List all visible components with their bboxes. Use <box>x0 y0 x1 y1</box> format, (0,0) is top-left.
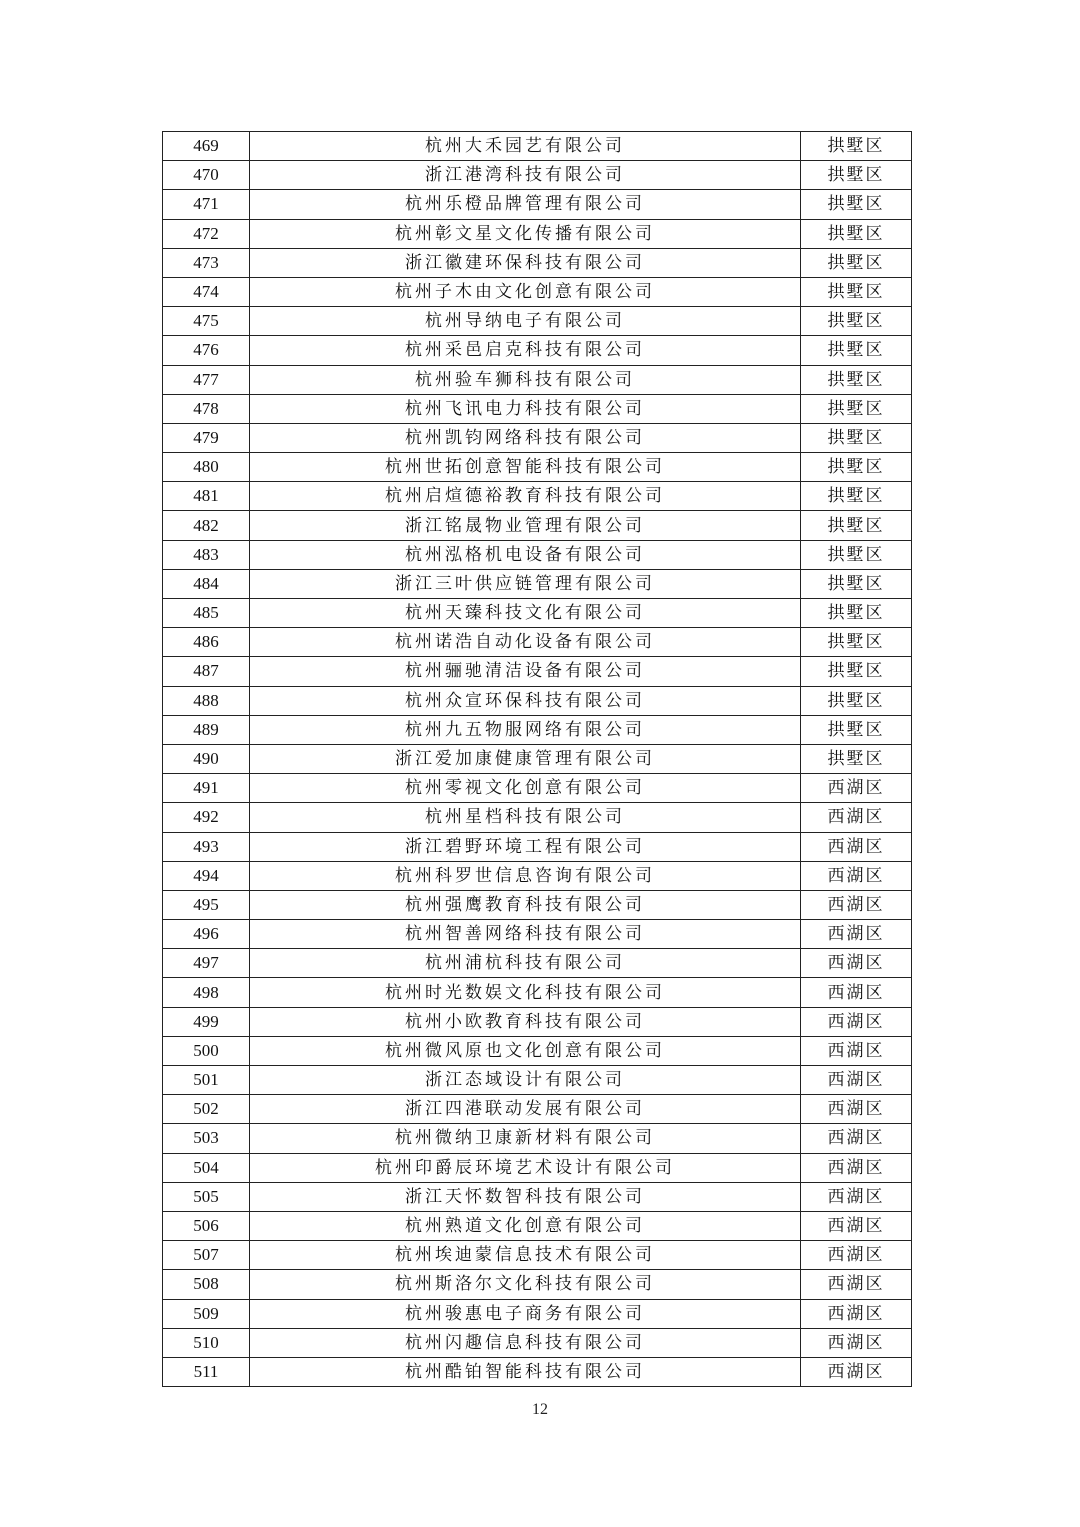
district-cell: 拱墅区 <box>801 540 912 569</box>
company-name-cell: 杭州九五物服网络有限公司 <box>250 715 801 744</box>
company-name-cell: 浙江态域设计有限公司 <box>250 1066 801 1095</box>
row-number-cell: 506 <box>163 1211 250 1240</box>
row-number-cell: 507 <box>163 1241 250 1270</box>
district-cell: 拱墅区 <box>801 365 912 394</box>
district-cell: 拱墅区 <box>801 628 912 657</box>
row-number-cell: 504 <box>163 1153 250 1182</box>
table-row <box>163 1007 912 1036</box>
district-cell: 拱墅区 <box>801 248 912 277</box>
district-cell: 拱墅区 <box>801 482 912 511</box>
district-cell: 拱墅区 <box>801 511 912 540</box>
district-cell: 拱墅区 <box>801 161 912 190</box>
row-number-cell: 479 <box>163 423 250 452</box>
table-row <box>163 1357 912 1386</box>
company-name-cell: 杭州泓格机电设备有限公司 <box>250 540 801 569</box>
table-row <box>163 219 912 248</box>
company-name-cell: 杭州斯洛尔文化科技有限公司 <box>250 1270 801 1299</box>
company-name-cell: 杭州零视文化创意有限公司 <box>250 774 801 803</box>
district-cell: 西湖区 <box>801 1124 912 1153</box>
company-name-cell: 杭州印爵辰环境艺术设计有限公司 <box>250 1153 801 1182</box>
district-cell: 西湖区 <box>801 1299 912 1328</box>
company-name-cell: 杭州浦杭科技有限公司 <box>250 949 801 978</box>
company-name-cell: 浙江三叶供应链管理有限公司 <box>250 569 801 598</box>
row-number-cell: 471 <box>163 190 250 219</box>
company-name-cell: 浙江四港联动发展有限公司 <box>250 1095 801 1124</box>
district-cell: 西湖区 <box>801 803 912 832</box>
table-row <box>163 803 912 832</box>
table-row <box>163 599 912 628</box>
district-cell: 西湖区 <box>801 978 912 1007</box>
company-name-cell: 杭州熟道文化创意有限公司 <box>250 1211 801 1240</box>
company-name-cell: 杭州验车狮科技有限公司 <box>250 365 801 394</box>
row-number-cell: 470 <box>163 161 250 190</box>
district-cell: 西湖区 <box>801 1270 912 1299</box>
row-number-cell: 478 <box>163 394 250 423</box>
company-name-cell: 杭州微纳卫康新材料有限公司 <box>250 1124 801 1153</box>
district-cell: 拱墅区 <box>801 307 912 336</box>
table-row <box>163 1124 912 1153</box>
table-row <box>163 949 912 978</box>
row-number-cell: 475 <box>163 307 250 336</box>
row-number-cell: 474 <box>163 277 250 306</box>
district-cell: 西湖区 <box>801 1241 912 1270</box>
table-row <box>163 482 912 511</box>
district-cell: 拱墅区 <box>801 132 912 161</box>
row-number-cell: 510 <box>163 1328 250 1357</box>
row-number-cell: 508 <box>163 1270 250 1299</box>
row-number-cell: 484 <box>163 569 250 598</box>
row-number-cell: 485 <box>163 599 250 628</box>
company-name-cell: 杭州星档科技有限公司 <box>250 803 801 832</box>
district-cell: 西湖区 <box>801 1036 912 1065</box>
table-row <box>163 1182 912 1211</box>
company-name-cell: 杭州启煊德裕教育科技有限公司 <box>250 482 801 511</box>
company-name-cell: 杭州乐橙品牌管理有限公司 <box>250 190 801 219</box>
district-cell: 西湖区 <box>801 1066 912 1095</box>
district-cell: 西湖区 <box>801 1153 912 1182</box>
table-row <box>163 336 912 365</box>
company-name-cell: 杭州骏惠电子商务有限公司 <box>250 1299 801 1328</box>
company-name-cell: 杭州采邑启克科技有限公司 <box>250 336 801 365</box>
table-row <box>163 657 912 686</box>
district-cell: 拱墅区 <box>801 277 912 306</box>
table-row <box>163 1095 912 1124</box>
row-number-cell: 505 <box>163 1182 250 1211</box>
row-number-cell: 486 <box>163 628 250 657</box>
district-cell: 拱墅区 <box>801 190 912 219</box>
company-name-cell: 杭州飞讯电力科技有限公司 <box>250 394 801 423</box>
table-row <box>163 1211 912 1240</box>
company-name-cell: 浙江徽建环保科技有限公司 <box>250 248 801 277</box>
district-cell: 西湖区 <box>801 774 912 803</box>
company-name-cell: 浙江港湾科技有限公司 <box>250 161 801 190</box>
district-cell: 拱墅区 <box>801 599 912 628</box>
row-number-cell: 511 <box>163 1357 250 1386</box>
row-number-cell: 489 <box>163 715 250 744</box>
district-cell: 拱墅区 <box>801 423 912 452</box>
table-row <box>163 832 912 861</box>
company-name-cell: 杭州埃迪蒙信息技术有限公司 <box>250 1241 801 1270</box>
table-row <box>163 307 912 336</box>
row-number-cell: 496 <box>163 920 250 949</box>
table-row <box>163 248 912 277</box>
table-row <box>163 715 912 744</box>
row-number-cell: 501 <box>163 1066 250 1095</box>
table-row <box>163 1153 912 1182</box>
table-row <box>163 132 912 161</box>
table-row <box>163 861 912 890</box>
company-name-cell: 杭州导纳电子有限公司 <box>250 307 801 336</box>
page-number: 12 <box>532 1401 548 1418</box>
district-cell: 西湖区 <box>801 949 912 978</box>
company-name-cell: 杭州微风原也文化创意有限公司 <box>250 1036 801 1065</box>
company-name-cell: 浙江爱加康健康管理有限公司 <box>250 744 801 773</box>
district-cell: 拱墅区 <box>801 715 912 744</box>
company-name-cell: 浙江铭晟物业管理有限公司 <box>250 511 801 540</box>
company-name-cell: 浙江天怀数智科技有限公司 <box>250 1182 801 1211</box>
row-number-cell: 493 <box>163 832 250 861</box>
table-body <box>163 132 912 1387</box>
company-name-cell: 杭州时光数娱文化科技有限公司 <box>250 978 801 1007</box>
company-name-cell: 杭州大禾园艺有限公司 <box>250 132 801 161</box>
district-cell: 西湖区 <box>801 890 912 919</box>
table-row <box>163 890 912 919</box>
table-row <box>163 1270 912 1299</box>
row-number-cell: 500 <box>163 1036 250 1065</box>
table-row <box>163 686 912 715</box>
row-number-cell: 480 <box>163 453 250 482</box>
district-cell: 拱墅区 <box>801 569 912 598</box>
district-cell: 西湖区 <box>801 861 912 890</box>
company-name-cell: 杭州子木由文化创意有限公司 <box>250 277 801 306</box>
row-number-cell: 473 <box>163 248 250 277</box>
district-cell: 拱墅区 <box>801 453 912 482</box>
district-cell: 西湖区 <box>801 920 912 949</box>
table-row <box>163 744 912 773</box>
district-cell: 西湖区 <box>801 832 912 861</box>
row-number-cell: 509 <box>163 1299 250 1328</box>
table-row <box>163 1066 912 1095</box>
row-number-cell: 487 <box>163 657 250 686</box>
row-number-cell: 481 <box>163 482 250 511</box>
district-cell: 拱墅区 <box>801 744 912 773</box>
row-number-cell: 494 <box>163 861 250 890</box>
table-row <box>163 511 912 540</box>
company-name-cell: 浙江碧野环境工程有限公司 <box>250 832 801 861</box>
table-row <box>163 190 912 219</box>
company-name-cell: 杭州酷铂智能科技有限公司 <box>250 1357 801 1386</box>
row-number-cell: 502 <box>163 1095 250 1124</box>
row-number-cell: 490 <box>163 744 250 773</box>
row-number-cell: 498 <box>163 978 250 1007</box>
table-row <box>163 569 912 598</box>
table-row <box>163 978 912 1007</box>
district-cell: 拱墅区 <box>801 394 912 423</box>
row-number-cell: 495 <box>163 890 250 919</box>
company-name-cell: 杭州强鹰教育科技有限公司 <box>250 890 801 919</box>
table-row <box>163 277 912 306</box>
table-row <box>163 1241 912 1270</box>
company-name-cell: 杭州骊驰清洁设备有限公司 <box>250 657 801 686</box>
row-number-cell: 488 <box>163 686 250 715</box>
district-cell: 西湖区 <box>801 1007 912 1036</box>
district-cell: 西湖区 <box>801 1328 912 1357</box>
table-row <box>163 161 912 190</box>
row-number-cell: 472 <box>163 219 250 248</box>
table-row <box>163 1328 912 1357</box>
district-cell: 西湖区 <box>801 1182 912 1211</box>
district-cell: 西湖区 <box>801 1095 912 1124</box>
row-number-cell: 492 <box>163 803 250 832</box>
district-cell: 西湖区 <box>801 1357 912 1386</box>
table-row <box>163 365 912 394</box>
company-name-cell: 杭州诺浩自动化设备有限公司 <box>250 628 801 657</box>
row-number-cell: 497 <box>163 949 250 978</box>
company-name-cell: 杭州智善网络科技有限公司 <box>250 920 801 949</box>
table-row <box>163 423 912 452</box>
company-name-cell: 杭州凯钧网络科技有限公司 <box>250 423 801 452</box>
table-row <box>163 628 912 657</box>
row-number-cell: 482 <box>163 511 250 540</box>
company-name-cell: 杭州世拓创意智能科技有限公司 <box>250 453 801 482</box>
table-row <box>163 774 912 803</box>
company-name-cell: 杭州彰文星文化传播有限公司 <box>250 219 801 248</box>
district-cell: 西湖区 <box>801 1211 912 1240</box>
company-list-table <box>162 131 912 1387</box>
district-cell: 拱墅区 <box>801 657 912 686</box>
row-number-cell: 483 <box>163 540 250 569</box>
table-row <box>163 1036 912 1065</box>
table-row <box>163 394 912 423</box>
row-number-cell: 499 <box>163 1007 250 1036</box>
company-name-cell: 杭州闪趣信息科技有限公司 <box>250 1328 801 1357</box>
company-name-cell: 杭州小欧教育科技有限公司 <box>250 1007 801 1036</box>
company-name-cell: 杭州众宣环保科技有限公司 <box>250 686 801 715</box>
table-row <box>163 540 912 569</box>
row-number-cell: 469 <box>163 132 250 161</box>
district-cell: 拱墅区 <box>801 336 912 365</box>
row-number-cell: 476 <box>163 336 250 365</box>
row-number-cell: 503 <box>163 1124 250 1153</box>
table-row <box>163 920 912 949</box>
row-number-cell: 477 <box>163 365 250 394</box>
company-name-cell: 杭州天臻科技文化有限公司 <box>250 599 801 628</box>
district-cell: 拱墅区 <box>801 686 912 715</box>
row-number-cell: 491 <box>163 774 250 803</box>
district-cell: 拱墅区 <box>801 219 912 248</box>
table-row <box>163 453 912 482</box>
company-name-cell: 杭州科罗世信息咨询有限公司 <box>250 861 801 890</box>
table-row <box>163 1299 912 1328</box>
